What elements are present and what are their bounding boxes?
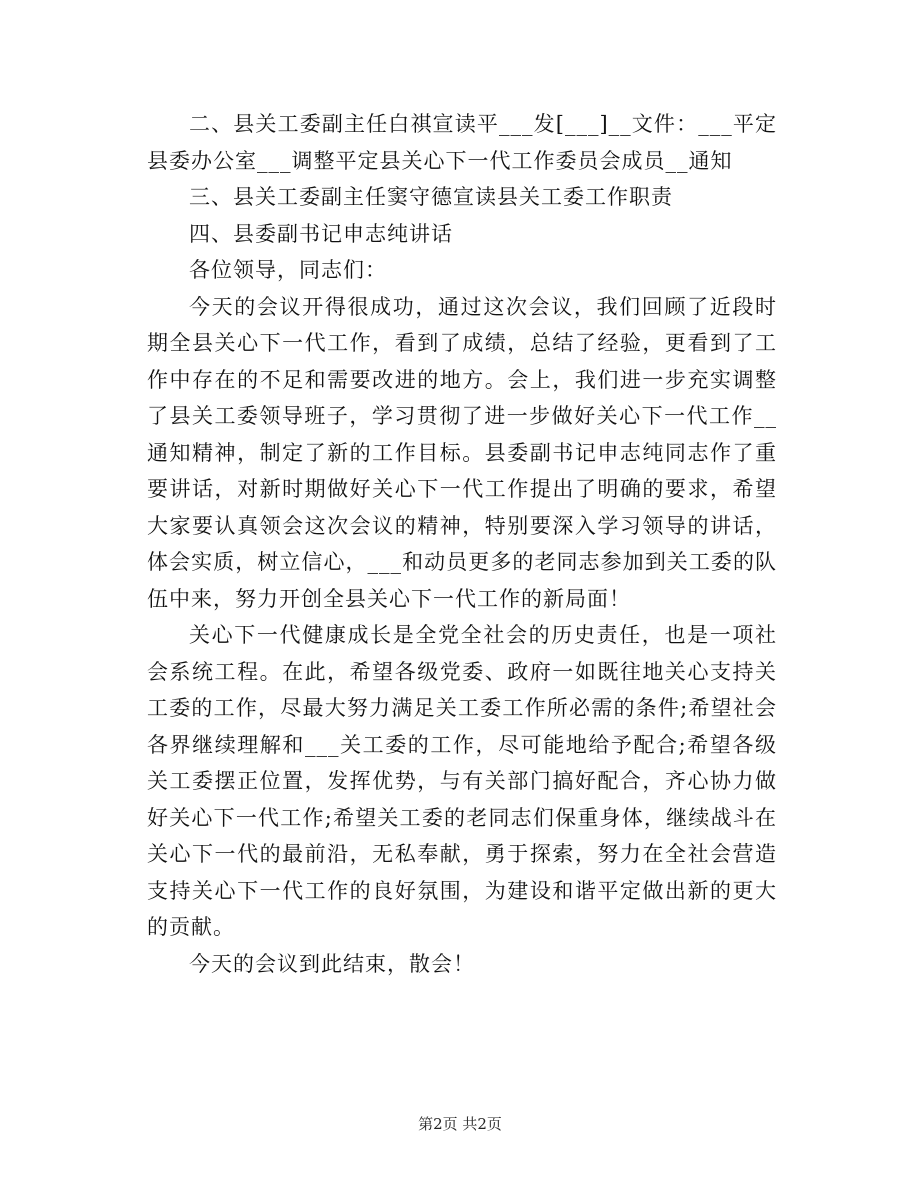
paragraph-item-2: 二、县关工委副主任白祺宣读平___发[___]__文件：___平定县委办公室___调整平定县关心下一代工作委员会成员__通知 [147,112,777,173]
page-number: 第2页 共2页 [418,1115,502,1133]
document-body [147,106,777,982]
paragraph-meeting-summary: 今天的会议开得很成功，通过这次会议，我们回顾了近段时期全县关心下一代工作，看到了成绩，总结了经验，更看到了工作中存在的不足和需要改进的地方。会上，我们进一步充实调整了县关工委领导班子，学习贯彻了进一步做好关心下一代工作__通知精神，制定了新的工作目标。县委副书记申志纯同志作了重要讲话，对新时期做好关心下一代工作提出了明确的要求，希望大家要认真领会这次会议的精神，特别要深入学习领导的讲话，体会实质，树立信心，___和动员更多的老同志参加到关工委的队伍中来，努力开创全县关心下一代工作的新局面！ [147,294,777,611]
paragraph-item-4: 四、县委副书记申志纯讲话 [189,221,453,246]
paragraph-item-3: 三、县关工委副主任窦守德宣读县关工委工作职责 [189,185,673,209]
paragraph-responsibility: 关心下一代健康成长是全党全社会的历史责任，也是一项社会系统工程。在此，希望各级党委、政府一如既往地关心支持关工委的工作，尽最大努力满足关工委工作所必需的条件;希望社会各界继续理解和___关工委的工作，尽可能地给予配合;希望各级关工委摆正位置，发挥优势，与有关部门搞好配合，齐心协力做好关心下一代工作;希望关工委的老同志们保重身体，继续战斗在关心下一代的最前沿，无私奉献，勇于探索，努力在全社会营造支持关心下一代工作的良好氛围，为建设和谐平定做出新的更大的贡献。 [147,623,777,939]
salutation: 各位领导，同志们： [189,258,387,282]
paragraph-closing: 今天的会议到此结束，散会！ [189,951,475,976]
